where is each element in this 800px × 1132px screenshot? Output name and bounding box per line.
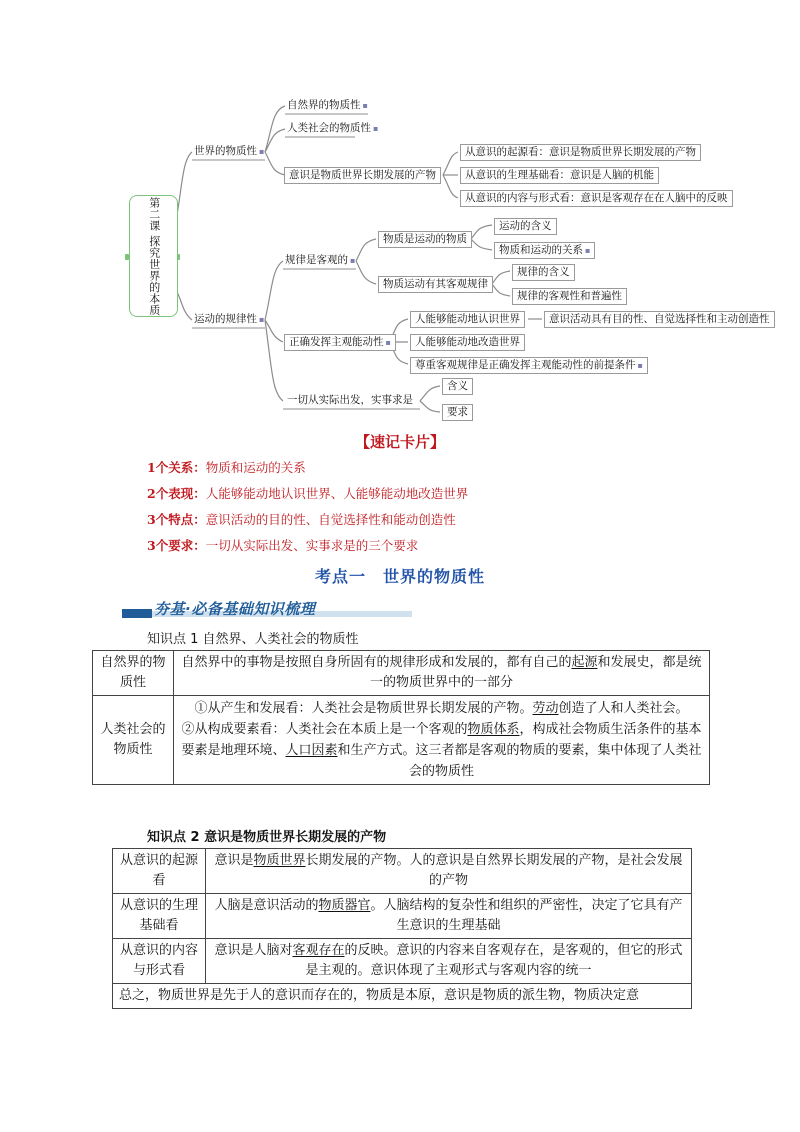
node-nature-materiality: 自然界的物质性 ▪ [287,99,368,111]
banner-text: 夯基·必备基础知识梳理 [154,600,316,618]
card-line-2: 2个表现：人能够能动地认识世界、人能够能动地改造世界 [147,486,469,501]
card-line-4: 3个要求：一切从实际出发、实事求是的三个要求 [147,538,419,553]
kp1-society-p1: ①从产生和发展看：人类社会是物质世界长期发展的产物。劳动创造了人和人类社会。 [194,701,689,716]
mindmap-root: 第二课 探究世界的本质 [129,195,178,317]
kp2-head-content-form: 从意识的内容与形式看 [113,939,206,984]
kp2-cell-origin: 意识是物质世界长期发展的产物。人的意识是自然界长期发展的产物，是社会发展的产物 [206,849,692,894]
branch-motion-law: 运动的规律性 ▪ [194,313,265,325]
kp2-title: 知识点 2 意识是物质世界长期发展的产物 [147,830,387,845]
kp2-cell-content-form: 意识是人脑对客观存在的反映。意识的内容来自客观存在，是客观的，但它的形式是主观的。意识体现了主观形式与客观内容的统一 [206,939,692,984]
banner-accent [122,609,152,618]
kp1-head-society: 人类社会的物质性 [93,696,174,785]
node-law-meaning: 规律的含义 [512,264,575,281]
kp1-cell-society [174,696,710,785]
kp1-society-p2: ②从构成要素看：人类社会在本质上是一个客观的物质体系，构成社会物质生活条件的基本要素是地理环境、人口因素和生产方式。这三者都是客观的物质的要素，集中体现了人类社会的物质性 [181,722,702,779]
node-change-world: 人能够能动地改造世界 [410,334,525,351]
node-society-materiality: 人类社会的物质性 ▪ [287,122,379,134]
node-law-objectivity: 规律的客观性和普遍性 [512,288,627,305]
node-seek-truth: 一切从实际出发，实事求是 [287,394,413,406]
kp2-summary: 总之，物质世界是先于人的意识而存在的，物质是本原，意识是物质的派生物，物质决定意 [113,984,692,1009]
node-seek-truth-meaning: 含义 [442,378,473,395]
kp2-row-origin [113,849,692,894]
card-title: 【速记卡片】 [354,433,445,451]
mindmap-connectors [0,0,800,430]
kp2-row-physiology [113,894,692,939]
node-respect-laws: 尊重客观规律是正确发挥主观能动性的前提条件 ▪ [410,357,648,374]
node-consciousness-traits: 意识活动具有目的性、自觉选择性和主动创造性 [544,311,775,328]
kp1-row-society [93,696,710,785]
node-consciousness-physiology: 从意识的生理基础看：意识是人脑的机能 [460,167,659,184]
kp2-head-origin: 从意识的起源看 [113,849,206,894]
node-law-objective: 规律是客观的 ▪ [285,254,356,266]
card-line-1: 1个关系：物质和运动的关系 [147,460,306,475]
kp1-head-nature: 自然界的物质性 [93,651,174,696]
node-consciousness-content-form: 从意识的内容与形式看：意识是客观存在在人脑中的反映 [460,190,733,207]
section-title: 考点一 世界的物质性 [314,567,485,586]
node-subjective-initiative: 正确发挥主观能动性 ▪ [284,334,396,351]
kp2-row-summary [113,984,692,1009]
node-consciousness-origin: 从意识的起源看：意识是物质世界长期发展的产物 [460,144,701,161]
kp1-title: 知识点 1 自然界、人类社会的物质性 [147,632,359,647]
kp1-table [92,650,710,785]
card-line-3: 3个特点：意识活动的目的性、自觉选择性和能动创造性 [147,512,456,527]
kp2-cell-physiology: 人脑是意识活动的物质器官。人脑结构的复杂性和组织的严密性，决定了它具有产生意识的生理基础 [206,894,692,939]
node-consciousness-product: 意识是物质世界长期发展的产物 [284,167,441,184]
kp1-cell-nature: 自然界中的事物是按照自身所固有的规律形成和发展的，都有自己的起源和发展史，都是统一的物质世界中的一部分 [174,651,710,696]
node-matter-in-motion: 物质是运动的物质 [378,231,472,248]
node-matter-motion-relation: 物质和运动的关系 ▪ [494,242,595,259]
node-motion-meaning: 运动的含义 [494,218,557,235]
node-seek-truth-requirement: 要求 [442,404,473,421]
section-banner [122,598,422,620]
kp2-table [112,848,692,1009]
kp2-head-physiology: 从意识的生理基础看 [113,894,206,939]
node-know-world: 人能够能动地认识世界 [410,311,525,328]
kp1-row-nature [93,651,710,696]
node-motion-has-laws: 物质运动有其客观规律 [378,276,493,293]
kp2-row-content-form [113,939,692,984]
branch-world-materiality: 世界的物质性 ▪ [194,145,265,157]
